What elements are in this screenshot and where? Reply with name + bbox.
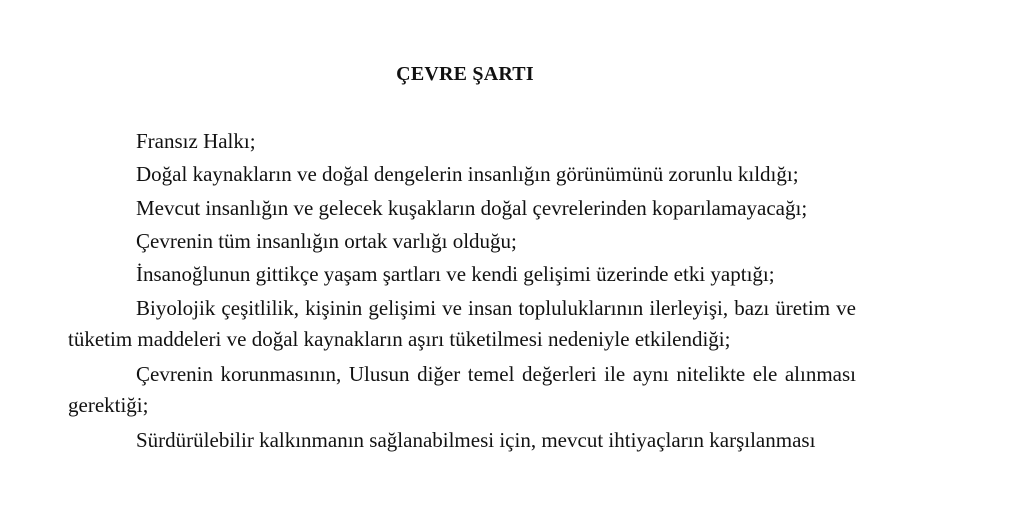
paragraph: Çevrenin tüm insanlığın ortak varlığı olduğu;: [136, 229, 517, 253]
document-body: [68, 126, 856, 456]
paragraph: İnsanoğlunun gittikçe yaşam şartları ve kendi gelişimi üzerinde etki yaptığı;: [136, 262, 775, 286]
paragraph: Doğal kaynakların ve doğal dengelerin insanlığın görünümünü zorunlu kıldığı;: [136, 162, 799, 186]
paragraph: Biyolojik çeşitlilik, kişinin gelişimi ve insan topluluklarının ilerleyişi, bazı üretim ve tüketim maddeleri ve doğal kaynakların aşırı tüketilmesi nedeniyle etkilendiği;: [68, 296, 856, 351]
paragraph: Sürdürülebilir kalkınmanın sağlanabilmesi için, mevcut ihtiyaçların karşılanması: [136, 428, 816, 452]
paragraph: Mevcut insanlığın ve gelecek kuşakların doğal çevrelerinden koparılamayacağı;: [136, 196, 808, 220]
paragraph: Çevrenin korunmasının, Ulusun diğer temel değerleri ile aynı nitelikte ele alınması gerektiği;: [68, 362, 856, 417]
document-title: ÇEVRE ŞARTI: [396, 63, 534, 85]
paragraph: Fransız Halkı;: [136, 129, 256, 153]
